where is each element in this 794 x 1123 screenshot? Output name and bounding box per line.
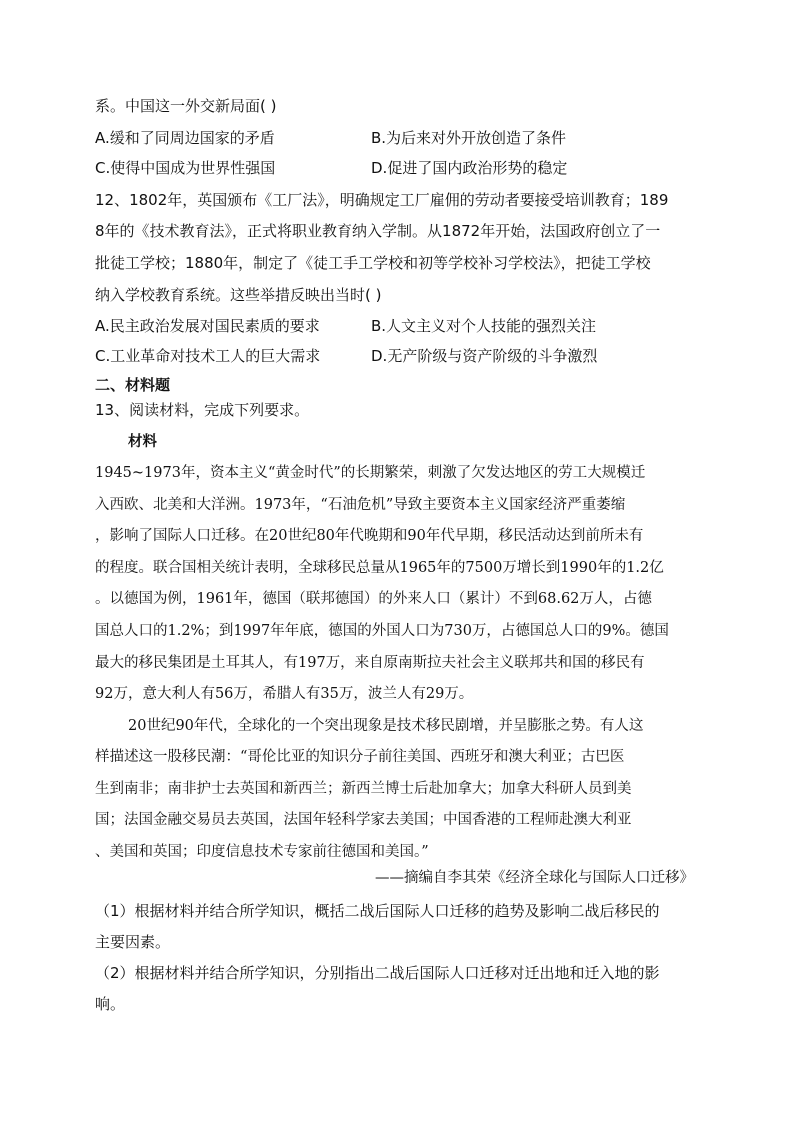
material-para2-line-2: 样描述这一股移民潮：“哥伦比亚的知识分子前往美国、西班牙和澳大利亚；古巴医: [95, 749, 625, 765]
q12-line-4: 纳入学校教育系统。这些举措反映出当时( ): [95, 286, 382, 304]
material-para1-line-4: 的程度。联合国相关统计表明，全球移民总量从1965年的7500万增长到1990年的1.2亿: [95, 560, 664, 576]
q12-option-d[interactable]: D.无产阶级与资产阶级的斗争激烈: [371, 347, 598, 365]
q11-option-b[interactable]: B.为后来对外开放创造了条件: [371, 129, 567, 147]
q13-sub2-line-2: 响。: [95, 995, 126, 1013]
material-label: 材料: [128, 433, 157, 450]
material-para1-line-2: 入西欧、北美和大洋洲。1973年，“石油危机”导致主要资本主义国家经济严重萎缩: [95, 497, 626, 513]
q12-option-b[interactable]: B.人文主义对个人技能的强烈关注: [371, 317, 597, 335]
material-para1-line-5: 。以德国为例，1961年，德国（联邦德国）的外来人口（累计）不到68.62万人，占德: [95, 591, 652, 607]
material-para1-line-6: 国总人口的1.2%；到1997年年底，德国的外国人口为730万，占德国总人口的9%。德国: [95, 623, 669, 639]
material-para1-line-3: ，影响了国际人口迁移。在20世纪80年代晚期和90年代早期，移民活动达到前所未有: [95, 528, 644, 544]
q11-option-c[interactable]: C.使得中国成为世界性强国: [95, 159, 276, 177]
material-source: ——摘编自李其荣《经济全球化与国际人口迁移》: [375, 870, 694, 886]
q11-option-a[interactable]: A.缓和了同周边国家的矛盾: [95, 129, 275, 147]
material-para2-line-4: 国；法国金融交易员去英国，法国年轻科学家去美国；中国香港的工程师赴澳大利亚: [95, 812, 632, 828]
q13-intro: 13、阅读材料，完成下列要求。: [95, 401, 310, 419]
q12-line-3: 批徒工学校；1880年，制定了《徒工手工学校和初等学校补习学校法》，把徒工学校: [95, 254, 651, 272]
q11-option-d[interactable]: D.促进了国内政治形势的稳定: [371, 159, 568, 177]
q13-sub2-line-1: （2）根据材料并结合所学知识，分别指出二战后国际人口迁移对迁出地和迁入地的影: [95, 964, 660, 982]
material-para1-line-1: 1945~1973年，资本主义“黄金时代”的长期繁荣，刺激了欠发达地区的劳工大规模迁: [95, 465, 646, 481]
q11-stem-tail: 系。中国这一外交新局面( ): [95, 97, 277, 115]
q12-option-c[interactable]: C.工业革命对技术工人的巨大需求: [95, 347, 321, 365]
q13-sub1-line-1: （1）根据材料并结合所学知识，概括二战后国际人口迁移的趋势及影响二战后移民的: [95, 902, 660, 920]
material-para1-line-7: 最大的移民集团是土耳其人，有197万，来自原南斯拉夫社会主义联邦共和国的移民有: [95, 655, 645, 671]
material-para1-line-8: 92万，意大利人有56万，希腊人有35万，波兰人有29万。: [95, 686, 474, 702]
material-para2-line-5: 、美国和英国；印度信息技术专家前往德国和美国。”: [95, 844, 429, 860]
material-para2-line-3: 生到南非；南非护士去英国和新西兰；新西兰博士后赴加拿大；加拿大科研人员到美: [95, 781, 632, 797]
q12-option-a[interactable]: A.民主政治发展对国民素质的要求: [95, 317, 320, 335]
q12-line-1: 12、1802年，英国颁布《工厂法》，明确规定工厂雇佣的劳动者要接受培训教育；189: [95, 191, 669, 209]
section-heading: 二、材料题: [95, 376, 171, 394]
q13-sub1-line-2: 主要因素。: [95, 933, 171, 951]
material-para2-line-1: 20世纪90年代，全球化的一个突出现象是技术移民剧增，并呈膨胀之势。有人这: [128, 718, 644, 734]
q12-line-2: 8年的《技术教育法》，正式将职业教育纳入学制。从1872年开始，法国政府创立了一: [95, 222, 661, 240]
